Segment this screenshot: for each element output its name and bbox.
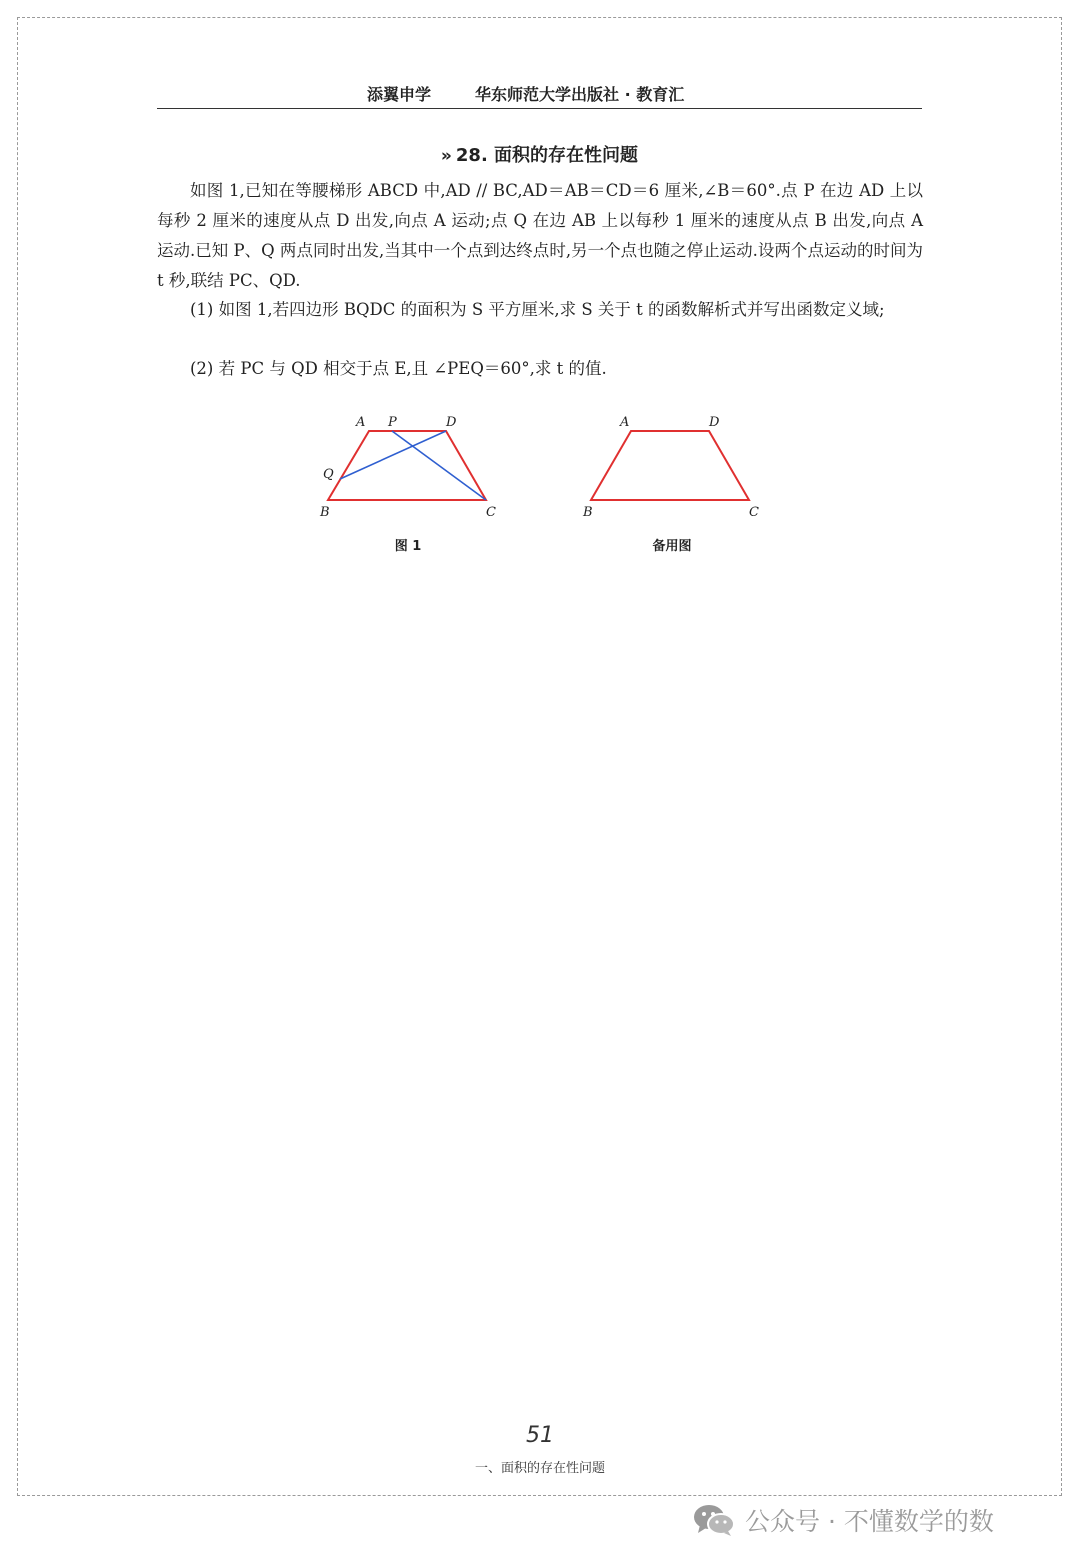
label-d: D [709,415,720,430]
label-c: C [486,505,496,520]
problem-title-text: 28. 面积的存在性问题 [455,145,639,166]
watermark [693,1500,1063,1540]
label-a: A [620,415,630,430]
problem-statement: 如图 1,已知在等腰梯形 ABCD 中,AD // BC,AD＝AB＝CD＝6 厘米,∠B＝60°.点 P 在边 AD 上以每秒 2 厘米的速度从点 D 出发,向点 A 运动;点 Q 在边 AB 上以每秒 1 厘米的速度从点 B 出发,向点 A 运动.已知 P、Q 两点同时出发,当其中一个点到达终点时,另一个点也随之停止运动.设两个点运动的时间为 t 秒,联结 PC、QD. [157,181,923,290]
figure-1-diagram [312,404,502,526]
question-2: (2) 若 PC 与 QD 相交于点 E,且 ∠PEQ＝60°,求 t 的值. [190,359,607,378]
figure-1-caption: 图 1 [394,539,422,554]
question-1: (1) 如图 1,若四边形 BQDC 的面积为 S 平方厘米,求 S 关于 t 的函数解析式并写出函数定义域; [190,300,885,319]
label-d: D [446,415,457,430]
label-c: C [749,505,759,520]
chevron-icon: » [440,146,452,166]
problem-title [157,141,922,167]
footer-section-title: 一、面积的存在性问题 [474,1461,605,1476]
segment-pc [392,431,486,500]
page-header [157,82,922,109]
header-publisher: 华东师范大学出版社 · 教育汇 [475,85,685,104]
label-b: B [583,505,593,520]
trapezoid-abcd-spare [591,431,749,500]
label-b: B [320,505,330,520]
label-a: A [356,415,366,430]
wechat-icon [693,1503,735,1537]
spare-figure-diagram [576,404,766,526]
label-q: Q [323,467,334,482]
page-number: 51 [526,1423,554,1448]
header-series-title: 添翼申学 [367,85,432,104]
spare-figure-caption: 备用图 [652,539,692,554]
label-p: P [388,415,397,430]
watermark-text: 公众号 · 不懂数学的数 [745,1507,994,1536]
